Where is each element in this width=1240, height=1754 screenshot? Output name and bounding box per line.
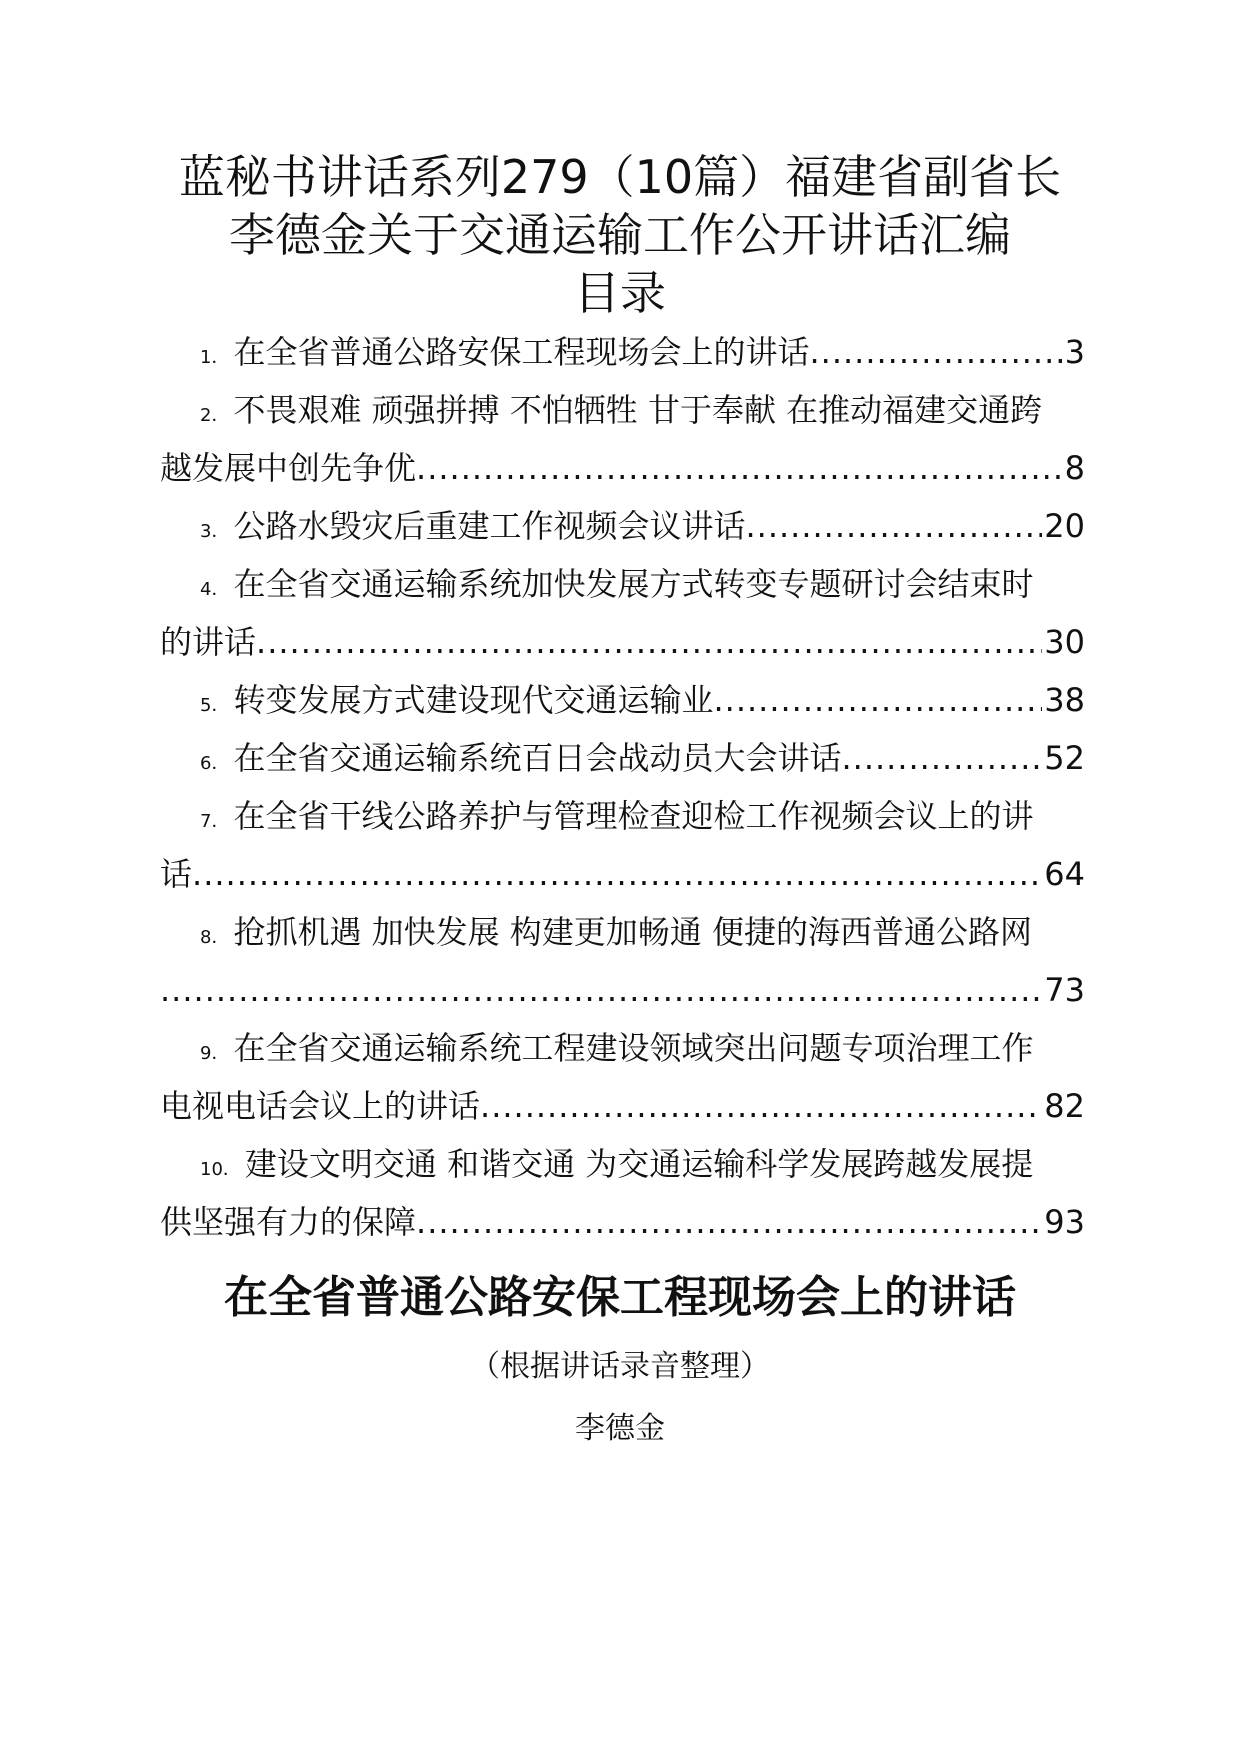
toc-leader-dots xyxy=(416,1200,1042,1244)
toc-entry-page: 82 xyxy=(1044,1087,1085,1125)
toc-entry-number: 5． xyxy=(200,695,230,716)
toc-entry-title: 不畏艰难 顽强拼搏 不怕牺牲 甘于奉献 在推动福建交通跨 xyxy=(233,391,1043,429)
toc-entry-7-line-1[interactable] xyxy=(200,794,1085,838)
toc-entry-9-line-2[interactable] xyxy=(160,1084,1085,1128)
toc-entry-10-line-2[interactable] xyxy=(160,1200,1085,1244)
toc-entry-page: 93 xyxy=(1044,1203,1085,1241)
toc-entry-number: 7． xyxy=(200,811,230,832)
toc-entry-6[interactable] xyxy=(200,736,1085,780)
toc-entry-number: 4． xyxy=(200,579,230,600)
toc-leader-dots xyxy=(745,504,1042,548)
toc-entry-title: 在全省交通运输系统工程建设领域突出问题专项治理工作 xyxy=(233,1029,1034,1067)
toc-entry-2-line-1[interactable] xyxy=(200,388,1085,432)
toc-entry-title: 供坚强有力的保障 xyxy=(160,1203,417,1241)
toc-entry-number: 2． xyxy=(200,405,230,426)
toc-entry-8-line-1[interactable] xyxy=(200,910,1085,954)
toc-entry-1[interactable] xyxy=(200,330,1085,374)
toc-entry-page: 73 xyxy=(1044,971,1085,1009)
toc-entry-4-line-2[interactable] xyxy=(160,620,1085,664)
toc-entry-number: 10． xyxy=(200,1159,241,1180)
toc-leader-dots xyxy=(192,852,1042,896)
toc-entry-page: 8 xyxy=(1064,449,1085,487)
toc-leader-dots xyxy=(841,736,1042,780)
toc-leader-dots xyxy=(809,330,1062,374)
toc-entry-title: 抢抓机遇 加快发展 构建更加畅通 便捷的海西普通公路网 xyxy=(233,913,1032,951)
toc-entry-title: 在全省普通公路安保工程现场会上的讲话 xyxy=(233,333,810,371)
toc-entry-page: 38 xyxy=(1044,681,1085,719)
document-title-line-2: 李德金关于交通运输工作公开讲话汇编 xyxy=(229,208,1011,262)
toc-entry-title: 的讲话 xyxy=(160,623,257,661)
toc-entry-title: 公路水毁灾后重建工作视频会议讲话 xyxy=(233,507,746,545)
toc-entry-page: 64 xyxy=(1044,855,1085,893)
toc-entry-4-line-1[interactable] xyxy=(200,562,1085,606)
toc-entry-page: 30 xyxy=(1044,623,1085,661)
toc-entry-number: 9． xyxy=(200,1043,230,1064)
toc-entry-number: 1． xyxy=(200,347,230,368)
toc-leader-dots xyxy=(256,620,1042,664)
toc-entry-2-line-2[interactable] xyxy=(160,446,1085,490)
toc-entry-3[interactable] xyxy=(200,504,1085,548)
toc-leader-dots xyxy=(480,1084,1042,1128)
toc-leader-dots xyxy=(160,968,1042,1012)
toc-entry-page: 3 xyxy=(1064,333,1085,371)
toc-entry-9-line-1[interactable] xyxy=(200,1026,1085,1070)
section-author: 李德金 xyxy=(575,1411,665,1446)
toc-entry-number: 3． xyxy=(200,521,230,542)
toc-entry-title: 电视电话会议上的讲话 xyxy=(160,1087,481,1125)
toc-entry-10-line-1[interactable] xyxy=(200,1142,1085,1186)
toc-heading: 目录 xyxy=(574,266,666,320)
toc-entry-title: 建设文明交通 和谐交通 为交通运输科学发展跨越发展提 xyxy=(244,1145,1034,1183)
toc-entry-title: 话 xyxy=(160,855,193,893)
toc-entry-title: 在全省交通运输系统加快发展方式转变专题研讨会结束时 xyxy=(233,565,1034,603)
toc-entry-8-line-2[interactable] xyxy=(160,968,1085,1012)
toc-entry-5[interactable] xyxy=(200,678,1085,722)
toc-leader-dots xyxy=(416,446,1063,490)
document-title-line-1: 蓝秘书讲话系列279（10篇）福建省副省长 xyxy=(178,150,1062,204)
toc-entry-title: 在全省交通运输系统百日会战动员大会讲话 xyxy=(233,739,842,777)
toc-leader-dots xyxy=(713,678,1042,722)
toc-entry-title: 在全省干线公路养护与管理检查迎检工作视频会议上的讲 xyxy=(233,797,1034,835)
toc-entry-number: 6． xyxy=(200,753,230,774)
toc-entry-page: 52 xyxy=(1044,739,1085,777)
toc-entry-number: 8． xyxy=(200,927,230,948)
toc-entry-title: 转变发展方式建设现代交通运输业 xyxy=(233,681,714,719)
toc-entry-page: 20 xyxy=(1044,507,1085,545)
section-title: 在全省普通公路安保工程现场会上的讲话 xyxy=(224,1272,1016,1323)
toc-entry-7-line-2[interactable] xyxy=(160,852,1085,896)
toc-entry-title: 越发展中创先争优 xyxy=(160,449,417,487)
section-note: （根据讲话录音整理） xyxy=(470,1349,770,1384)
